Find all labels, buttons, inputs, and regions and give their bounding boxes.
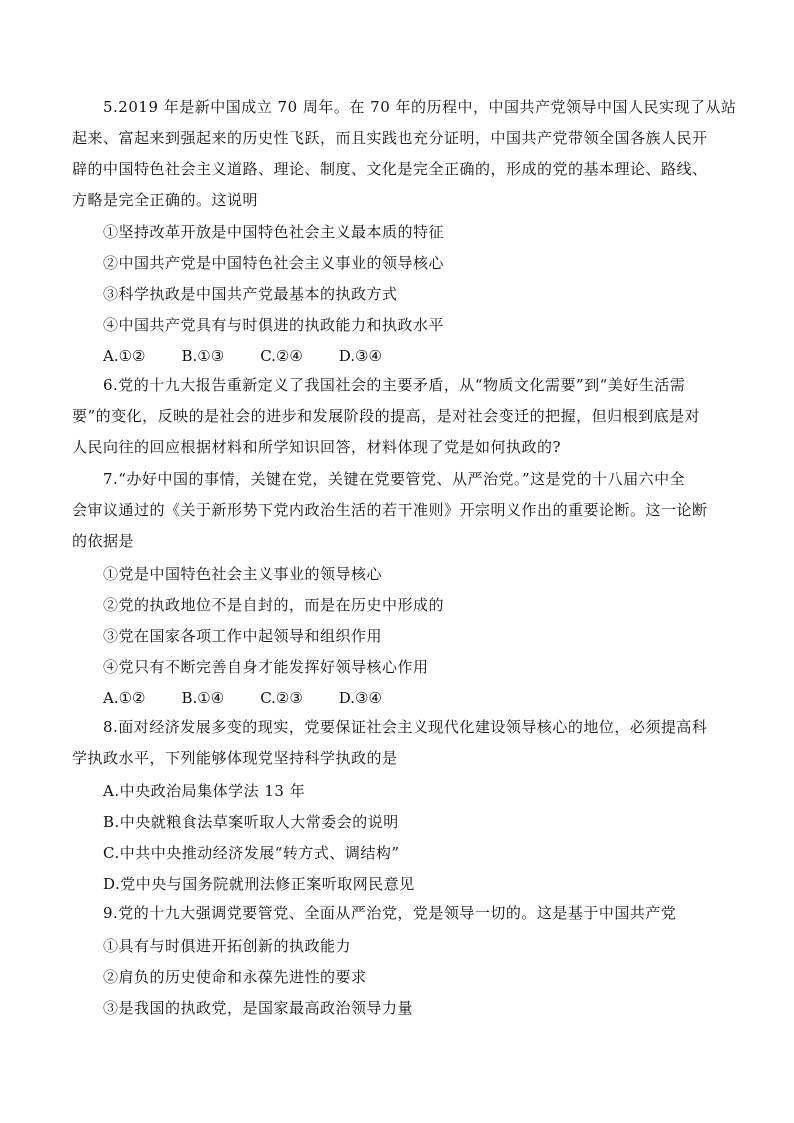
question-7-choices <box>103 688 418 708</box>
question-5-choice-d: D.③④ <box>338 347 382 365</box>
question-8-line-2: 学执政水平，下列能够体现党坚持科学执政的是 <box>72 749 398 767</box>
question-7-choice-b: B.①④ <box>181 689 225 707</box>
question-8-option-b: B.中央就粮食法草案听取人大常委会的说明 <box>103 813 399 831</box>
question-7-choice-d: D.③④ <box>338 689 382 707</box>
question-5-stem <box>72 92 737 216</box>
question-7-option-2: ②党的执政地位不是自封的，而是在历史中形成的 <box>103 596 445 614</box>
question-9-stem <box>103 898 721 929</box>
question-5-option-2: ②中国共产党是中国特色社会主义事业的领导核心 <box>103 254 445 272</box>
question-7-line-3: 的依据是 <box>72 532 135 550</box>
question-5-choice-c: C.②④ <box>260 347 303 365</box>
question-5-option-3: ③科学执政是中国共产党最基本的执政方式 <box>103 285 398 303</box>
question-6-line-3: 人民向往的回应根据材料和所学知识回答，材料体现了党是如何执政的? <box>72 438 562 456</box>
question-8-option-c: C.中共中央推动经济发展“转方式、调结构” <box>103 844 400 862</box>
question-5-line-2: 起来、富起来到强起来的历史性飞跃，而且实践也充分证明，中国共产党带领全国各族人民开 <box>72 129 708 147</box>
question-5-line-3: 辟的中国特色社会主义道路、理论、制度、文化是完全正确的，形成的党的基本理论、路线、 <box>72 160 708 178</box>
question-5-line-4: 方略是完全正确的。这说明 <box>72 191 259 209</box>
question-6-line-2: 要”的变化，反映的是社会的进步和发展阶段的提高，是对社会变迁的把握，但归根到底是对 <box>72 407 701 425</box>
question-8-option-a: A.中央政治局集体学法 13 年 <box>103 782 306 800</box>
question-9-option-1: ①具有与时俱进开拓创新的执政能力 <box>103 937 352 955</box>
question-7-stem <box>72 464 721 557</box>
question-9-option-2: ②肩负的历史使命和永葆先进性的要求 <box>103 968 367 986</box>
question-5-option-1: ①坚持改革开放是中国特色社会主义最本质的特征 <box>103 223 445 241</box>
question-6-stem <box>72 370 721 463</box>
question-7-option-4: ④党只有不断完善自身才能发挥好领导核心作用 <box>103 658 429 676</box>
question-7-line-1: 7.“办好中国的事情，关键在党，关键在党要管党、从严治党。”这是党的十八届六中全 <box>103 470 686 488</box>
question-5-choice-b: B.①③ <box>181 347 225 365</box>
question-7-choice-a: A.①② <box>103 689 146 707</box>
question-7-line-2: 会审议通过的《关于新形势下党内政治生活的若干准则》开宗明义作出的重要论断。这一论断 <box>72 501 708 519</box>
question-8-stem <box>72 712 721 774</box>
question-5-line-1: 5.2019 年是新中国成立 70 周年。在 70 年的历程中，中国共产党领导中国人民实现了从站 <box>103 98 737 116</box>
question-6-line-1: 6.党的十九大报告重新定义了我国社会的主要矛盾，从“物质文化需要”到“美好生活需 <box>103 376 686 394</box>
question-8-line-1: 8.面对经济发展多变的现实，党要保证社会主义现代化建设领导核心的地位，必须提高科 <box>103 718 708 736</box>
question-7-option-1: ①党是中国特色社会主义事业的领导核心 <box>103 565 383 583</box>
question-7-choice-c: C.②③ <box>260 689 303 707</box>
question-5-option-4: ④中国共产党具有与时俱进的执政能力和执政水平 <box>103 316 445 334</box>
question-9-line-1: 9.党的十九大强调党要管党、全面从严治党，党是领导一切的。这是基于中国共产党 <box>103 904 677 922</box>
question-7-option-3: ③党在国家各项工作中起领导和组织作用 <box>103 627 383 645</box>
question-9-option-3: ③是我国的执政党，是国家最高政治领导力量 <box>103 999 414 1017</box>
question-5-choices <box>103 346 418 366</box>
question-8-option-d: D.党中央与国务院就刑法修正案听取网民意见 <box>103 875 415 893</box>
question-5-choice-a: A.①② <box>103 347 146 365</box>
